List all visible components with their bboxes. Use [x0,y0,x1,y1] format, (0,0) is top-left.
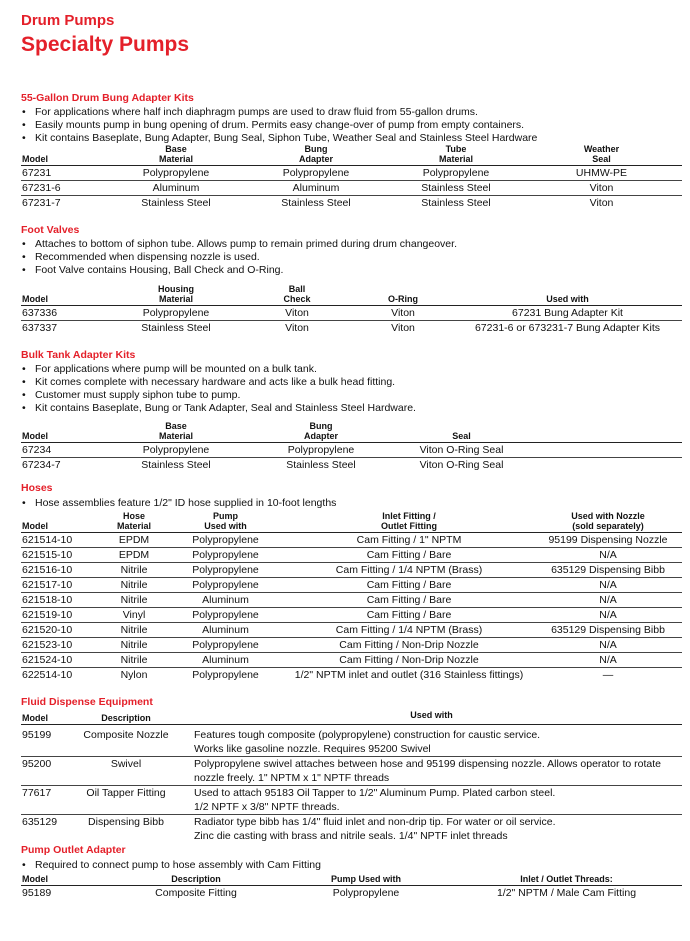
table-cell: 621524-10 [21,653,101,668]
section-foot-valves [21,224,682,335]
table-cell: 621520-10 [21,623,101,638]
table-cell: Polypropylene [167,578,284,593]
bullet-item: • Kit contains Baseplate, Bung or Tank Adapter, Seal and Stainless Steel Hardware. [21,402,682,415]
bullet-list [21,363,682,415]
bullet-item: • Foot Valve contains Housing, Ball Check and O-Ring. [21,264,682,277]
table-cell: Cam Fitting / Bare [284,548,534,563]
table-cell: Polypropylene [332,887,400,899]
bullet-list [21,238,682,277]
table-cell: N/A [534,608,682,623]
table-cell: Stainless Steel [421,197,491,209]
table-row [21,653,682,668]
table-row [21,623,682,638]
section-title: 55-Gallon Drum Bung Adapter Kits [21,92,194,104]
bung-adapter-table [21,144,682,210]
section-title: Fluid Dispense Equipment [21,696,153,708]
table-cell: 95189 [22,887,52,899]
page-title: Specialty Pumps [21,33,190,56]
table-cell: Viton [521,181,682,196]
table-cell: Polypropylene [241,166,391,181]
table-row [21,458,682,473]
table-cell: Nitrile [101,638,167,653]
table-row [21,181,682,196]
section-hoses [21,482,682,682]
table-cell: Cam Fitting / Bare [284,593,534,608]
table-cell: N/A [534,638,682,653]
table-cell: N/A [534,653,682,668]
table-row [21,886,682,901]
table-cell: Polypropylene [167,638,284,653]
section-title: Pump Outlet Adapter [21,844,126,856]
table-header-row [21,421,682,443]
table-cell: N/A [534,578,682,593]
table-header-row [21,511,682,533]
table-cell: Polypropylene [192,669,259,681]
table-cell: Nitrile [101,593,167,608]
table-cell: Viton O-Ring Seal [419,459,504,471]
table-row [21,166,682,181]
table-cell: Stainless Steel [286,459,356,471]
table-cell: 67231-6 [21,181,111,196]
table-cell: Nitrile [101,578,167,593]
section-title: Hoses [21,482,53,494]
table-cell: Cam Fitting / Bare [284,578,534,593]
column-header: Bung Adapter [241,144,391,166]
bullet-item: • For applications where pump will be mounted on a bulk tank. [21,363,682,376]
table-cell: Composite Fitting [155,887,237,899]
fluid-dispense-table [21,710,682,843]
table-cell: Aluminum [111,181,241,196]
table-cell: 77617 [21,786,71,815]
table-cell: Polypropylene [167,533,284,548]
bullet-item: • Easily mounts pump in bung opening of drum. Permits easy change-over of pump from empty containers. [21,119,682,132]
table-cell: 95200 [21,757,71,786]
section-title: Foot Valves [21,224,80,236]
column-header: Model [21,874,111,886]
column-header: Pump Used with [281,874,451,886]
column-header: Housing Material [111,284,241,306]
column-header: Weather Seal [521,144,682,166]
table-header-row [21,874,682,886]
bullet-item: • For applications where half inch diaphragm pumps are used to draw fluid from 55-gallon drums. [21,106,682,119]
table-row [21,548,682,563]
table-cell: Polypropylene [167,563,284,578]
table-row [21,563,682,578]
table-cell: EPDM [101,548,167,563]
bullet-list [21,859,682,872]
bulk-tank-table [21,421,682,472]
table-cell: Cam Fitting / 1/4 NPTM (Brass) [284,563,534,578]
table-cell: Dispensing Bibb [88,816,164,828]
table-cell: 635129 Dispensing Bibb [534,623,682,638]
section-bung-adapter-kits [21,92,682,210]
section-bulk-tank-adapter-kits [21,349,682,472]
column-header: Used with Nozzle (sold separately) [534,511,682,533]
table-cell: 67234-7 [22,459,61,471]
table-cell: Polypropylene [241,443,401,458]
table-cell: Used to attach 95183 Oil Tapper to 1/2" Aluminum Pump. Plated carbon steel. 1/2 NPTF x 3/8" NPTF threads. [181,786,682,815]
section-pump-outlet-adapter [21,844,682,900]
table-cell: 621519-10 [21,608,101,623]
table-cell: Nitrile [101,623,167,638]
column-header: Used with [453,284,682,306]
table-cell: Cam Fitting / Non-Drip Nozzle [284,653,534,668]
table-cell: Nitrile [101,653,167,668]
column-header: O-Ring [353,284,453,306]
table-cell: Oil Tapper Fitting [71,786,181,815]
table-cell: Viton [285,322,309,334]
table-row [21,533,682,548]
table-cell: Aluminum [167,593,284,608]
bullet-item: • Kit comes complete with necessary hardware and acts like a bulk head fitting. [21,376,682,389]
table-cell: Aluminum [167,653,284,668]
table-cell: Stainless Steel [141,459,211,471]
table-cell: 621514-10 [21,533,101,548]
bullet-list [21,106,682,145]
column-header: Tube Material [391,144,521,166]
table-cell: N/A [534,548,682,563]
table-row [21,725,682,757]
table-cell: Stainless Steel [281,197,351,209]
table-cell: Polypropylene [111,166,241,181]
column-header: Seal [401,421,522,443]
table-row [21,815,682,844]
column-header: Pump Used with [167,511,284,533]
table-cell: Features tough composite (polypropylene) construction for caustic service. Works like gasoline nozzle. Requires 95200 Swivel [181,725,682,757]
table-cell: Cam Fitting / Bare [284,608,534,623]
table-cell: 1/2" NPTM inlet and outlet (316 Stainless fittings) [294,669,524,681]
column-header: Base Material [111,421,241,443]
table-cell: 635129 [22,816,58,828]
table-cell: Stainless Steel [141,197,211,209]
table-cell: Stainless Steel [391,181,521,196]
table-cell: N/A [534,593,682,608]
bullet-item: • Attaches to bottom of siphon tube. Allows pump to remain primed during drum changeover. [21,238,682,251]
table-cell: Aluminum [167,623,284,638]
column-header: Inlet / Outlet Threads: [451,874,682,886]
column-header: Model [21,284,111,306]
table-cell: Aluminum [241,181,391,196]
column-header: Description [111,874,281,886]
table-cell: Swivel [71,757,181,786]
table-row [21,608,682,623]
table-cell: 621523-10 [21,638,101,653]
table-cell: Viton O-Ring Seal [401,443,522,458]
table-row [21,306,682,321]
table-cell: 95199 Dispensing Nozzle [534,533,682,548]
table-row [21,593,682,608]
table-cell: 67231 [21,166,111,181]
table-cell: Polypropylene swivel attaches between hose and 95199 dispensing nozzle. Allows operator to rotate nozzle freely. 1" NPTM x 1" NPTF threads [181,757,682,786]
column-header: Ball Check [241,284,353,306]
column-header: Model [21,511,101,533]
bullet-item: • Hose assemblies feature 1/2" ID hose supplied in 10-foot lengths [21,497,682,510]
table-header-row [21,284,682,306]
table-cell: 67231-6 or 673231-7 Bung Adapter Kits [474,322,661,334]
table-cell: Viton [353,306,453,321]
column-header: Model [21,421,111,443]
section-fluid-dispense-equipment [21,696,682,843]
table-cell: Viton [391,322,415,334]
table-cell: Nylon [120,669,148,681]
table-cell: Cam Fitting / Non-Drip Nozzle [284,638,534,653]
column-header: Model [21,144,111,166]
table-cell: Polypropylene [111,443,241,458]
table-row [21,638,682,653]
table-cell: 1/2" NPTM / Male Cam Fitting [496,887,637,899]
table-cell: Polypropylene [167,608,284,623]
table-row [21,757,682,786]
column-header: Inlet Fitting / Outlet Fitting [284,511,534,533]
table-cell: Stainless Steel [141,322,211,334]
table-row [21,578,682,593]
table-cell: 637336 [21,306,111,321]
bullet-item: • Required to connect pump to hose assembly with Cam Fitting [21,859,682,872]
table-cell: 95199 [21,725,71,757]
column-header: Hose Material [101,511,167,533]
table-cell: Polypropylene [111,306,241,321]
table-cell: Polypropylene [167,548,284,563]
column-header: Base Material [111,144,241,166]
table-header-row [21,710,682,725]
table-cell: 622514-10 [22,669,73,681]
table-cell: 67231-7 [22,197,61,209]
bullet-item: • Recommended when dispensing nozzle is used. [21,251,682,264]
table-row [21,668,682,683]
table-row [21,196,682,211]
table-cell: 621515-10 [21,548,101,563]
table-row [21,443,682,458]
table-cell: — [602,669,614,681]
table-cell: UHMW-PE [521,166,682,181]
table-cell: EPDM [101,533,167,548]
table-cell: Composite Nozzle [71,725,181,757]
table-cell: 621518-10 [21,593,101,608]
table-cell: 621517-10 [21,578,101,593]
section-title: Bulk Tank Adapter Kits [21,349,136,361]
foot-valves-table [21,284,682,335]
bullet-list [21,497,682,510]
column-header: Used with [181,710,682,725]
table-cell: Vinyl [101,608,167,623]
table-cell: Cam Fitting / 1/4 NPTM (Brass) [284,623,534,638]
column-header: Bung Adapter [241,421,401,443]
table-cell: 621516-10 [21,563,101,578]
bullet-item: • Customer must supply siphon tube to pump. [21,389,682,402]
table-cell: 635129 Dispensing Bibb [534,563,682,578]
table-row [21,786,682,815]
table-cell: 637337 [22,322,58,334]
table-header-row [21,144,682,166]
pump-outlet-table [21,874,682,900]
table-cell: Polypropylene [391,166,521,181]
table-cell: Viton [589,197,614,209]
hoses-table [21,511,682,682]
column-header: Description [71,710,181,725]
column-header: Model [21,710,71,725]
category-heading: Drum Pumps [21,12,115,29]
table-cell: 67231 Bung Adapter Kit [453,306,682,321]
table-cell: Viton [241,306,353,321]
table-cell: Radiator type bibb has 1/4" fluid inlet and non-drip tip. For water or oil service. Zinc die casting with brass and nitrile seals. 1/4" NPTF inlet threads [194,816,556,842]
bullet-item: • Kit contains Baseplate, Bung Adapter, Bung Seal, Siphon Tube, Weather Seal and Stainless Steel Hardware [21,132,682,145]
table-row [21,321,682,336]
table-cell: Nitrile [101,563,167,578]
table-cell: 67234 [21,443,111,458]
table-cell: Cam Fitting / 1" NPTM [284,533,534,548]
